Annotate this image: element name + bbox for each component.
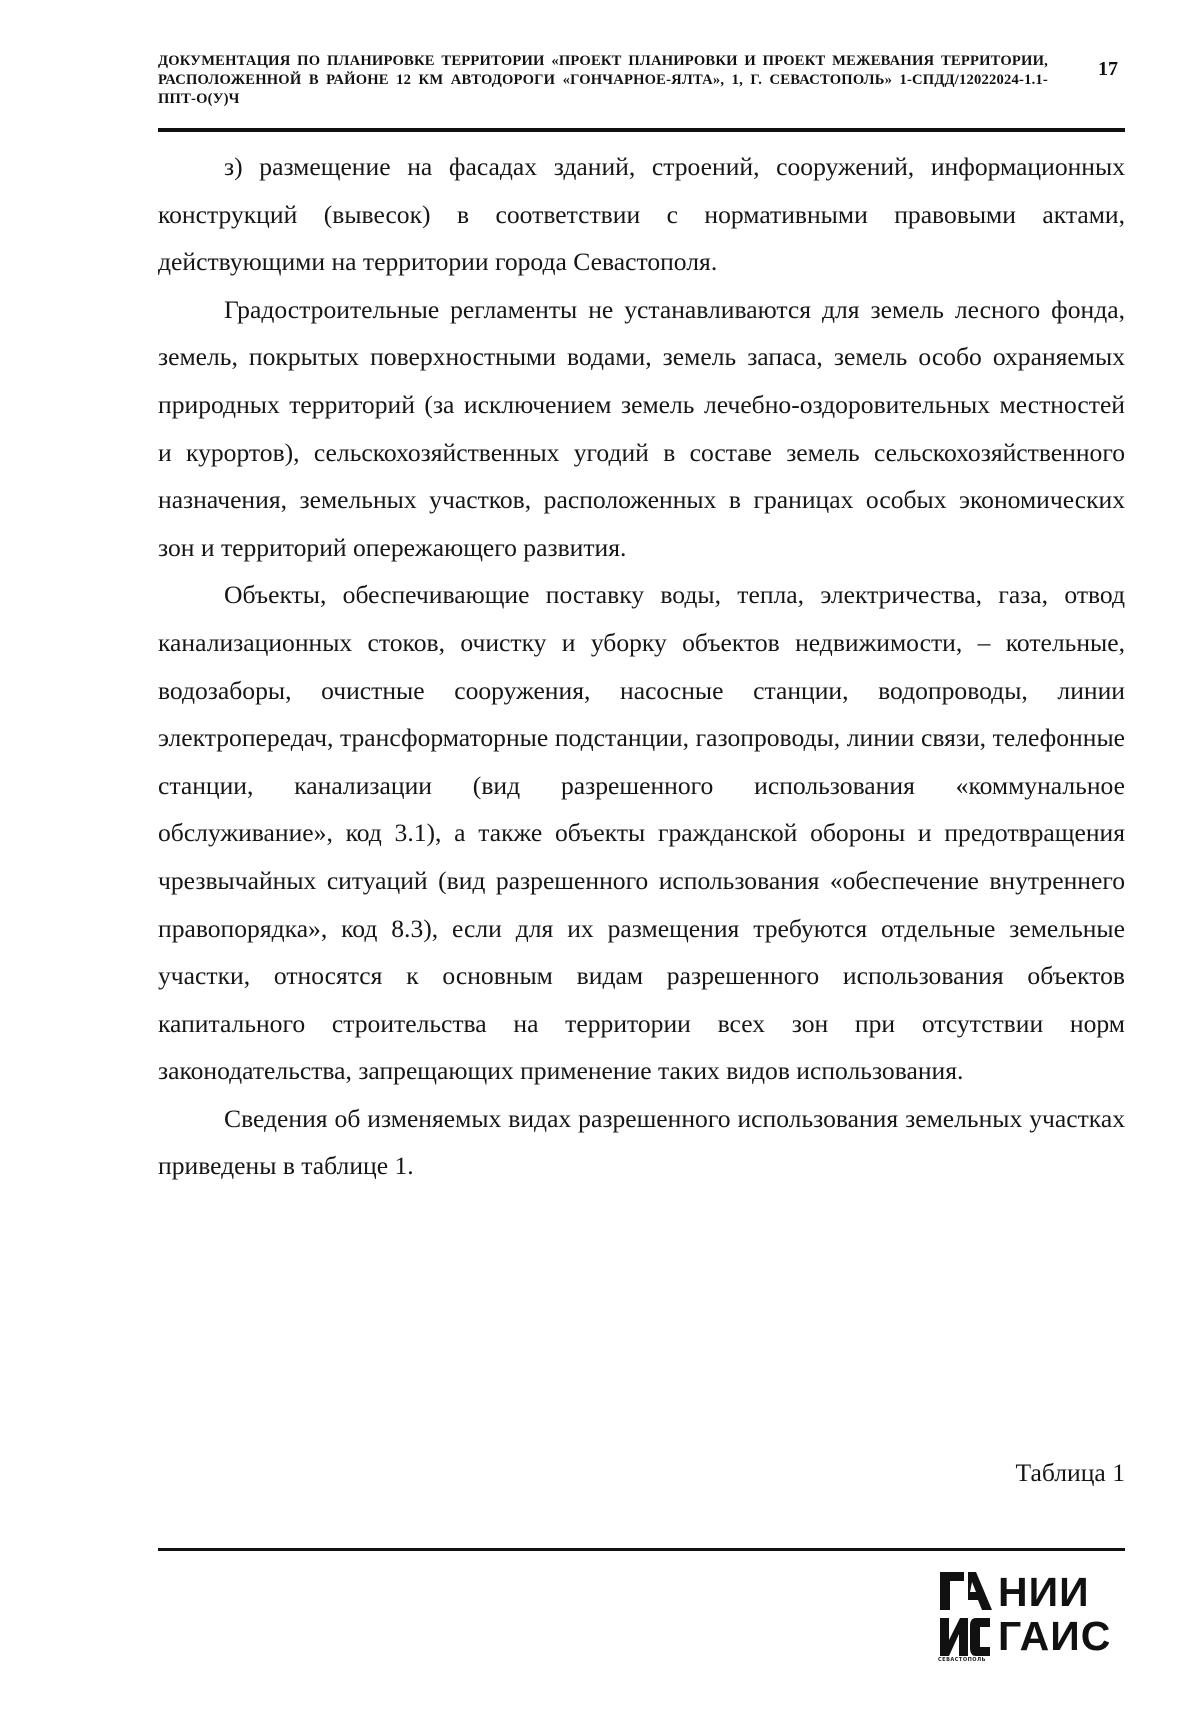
gais-emblem-icon xyxy=(938,1570,994,1660)
header-divider xyxy=(158,128,1125,132)
logo-line-gais: ГАИС xyxy=(998,1613,1112,1659)
paragraph-utility-objects: Объекты, обеспечивающие поставку воды, тепла, электричества, газа, отвод канализационных стоков, очистку и уборку объектов недвижимости, – котельные, водозаборы, очистные сооружения, насосные станции, водопроводы, линии электропередач, трансформаторные подстанции, газопроводы, линии связи, телефонные станции, канализации (вид разрешенного использования «коммунальное обслуживание», код 3.1), а также объекты гражданской обороны и предотвращения чрезвычайных ситуаций (вид разрешенного использования «обеспечение внутреннего правопорядка», код 8.3), если для их размещения требуются отдельные земельные участки, относятся к основным видам разрешенного использования объектов капитального строительства на территории всех зон при отсутствии норм законодательства, запрещающих применение таких видов использования. xyxy=(158,580,1125,1086)
logo-city-label: СЕВАСТОПОЛЬ xyxy=(938,1657,986,1663)
document-body xyxy=(158,143,1125,1190)
document-header xyxy=(158,52,1048,109)
logo-line-nii: НИИ xyxy=(998,1569,1090,1615)
logo-wordmark xyxy=(998,1570,1111,1658)
paragraph-regulations-exemptions: Градостроительные регламенты не устанавливаются для земель лесного фонда, земель, покрытых поверхностными водами, земель запаса, земель особо охраняемых природных территорий (за исключением земель лечебно-оздоровительных местностей и курортов), сельскохозяйственных угодий в составе земель сельскохозяйственного назначения, земельных участков, расположенных в границах особых экономических зон и территорий опережающего развития. xyxy=(158,294,1125,562)
page-number: 17 xyxy=(1098,58,1118,80)
footer-divider xyxy=(158,1548,1125,1551)
paragraph-facade-placement: з) размещение на фасадах зданий, строений, сооружений, информационных конструкций (вывесок) в соответствии с нормативными правовыми актами, действующими на территории города Севастополя. xyxy=(158,152,1125,277)
table-caption: Таблица 1 xyxy=(1015,1458,1125,1487)
nii-gais-logo xyxy=(938,1570,1128,1668)
header-title: ДОКУМЕНТАЦИЯ ПО ПЛАНИРОВКЕ ТЕРРИТОРИИ «ПРОЕКТ ПЛАНИРОВКИ И ПРОЕКТ МЕЖЕВАНИЯ ТЕРРИТОРИИ, РАСПОЛОЖЕННОЙ В РАЙОНЕ 12 КМ АВТОДОРОГИ «ГОНЧАРНОЕ-ЯЛТА», 1, Г. СЕВАСТОПОЛЬ» 1-СПДД/12022024-1.1-ППТ-О(У)Ч xyxy=(158,53,1048,107)
paragraph-table-reference: Сведения об изменяемых видах разрешенного использования земельных участках приведены в таблице 1. xyxy=(158,1103,1125,1181)
